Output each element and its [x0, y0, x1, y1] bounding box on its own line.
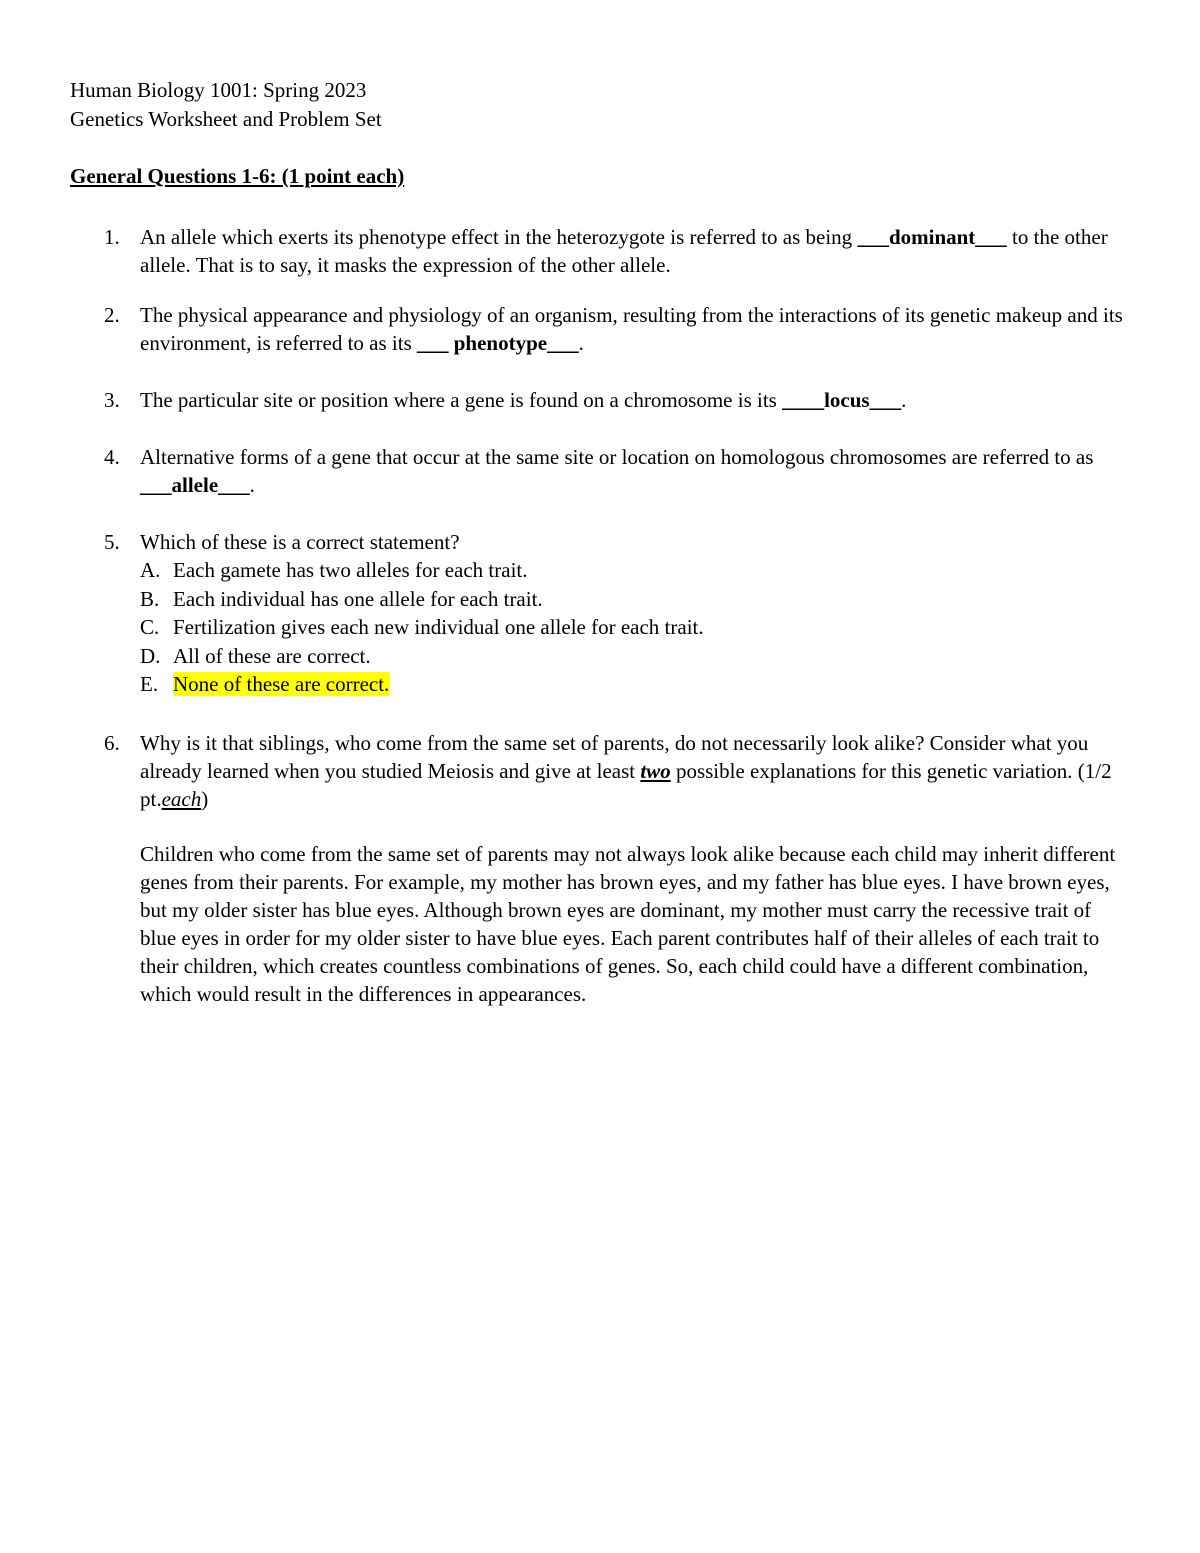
question-4 [70, 443, 1130, 499]
option-text-highlighted: None of these are correct. [173, 672, 390, 696]
question-prompt [140, 729, 1130, 813]
worksheet-page [70, 76, 1130, 1008]
question-text: An allele which exerts its phenotype effect in the heterozygote is referred to as being [140, 225, 858, 249]
question-number: 4. [104, 445, 120, 469]
question-text: Alternative forms of a gene that occur at the same site or location on homologous chromosomes are referred to as [140, 445, 1094, 469]
blank-answer: ___dominant___ [857, 225, 1007, 249]
option-letter: B. [140, 586, 160, 611]
question-number: 1. [104, 225, 120, 249]
option-c [140, 613, 1130, 642]
question-number: 5. [104, 530, 120, 554]
question-number: 2. [104, 303, 120, 327]
question-text: The physical appearance and physiology of an organism, resulting from the interactions of its genetic makeup and its environment, is referred to as its [140, 303, 1123, 355]
option-letter: A. [140, 558, 161, 582]
question-5 [70, 528, 1130, 699]
blank-answer: ___allele___ [140, 473, 250, 497]
emphasis-each: each [161, 786, 202, 811]
worksheet-title: Genetics Worksheet and Problem Set [70, 107, 382, 131]
question-text-end: . [249, 473, 255, 497]
emphasis-two: two [640, 758, 671, 783]
option-text: All of these are correct. [173, 643, 371, 668]
blank-answer: ___ phenotype___ [417, 331, 579, 355]
option-d [140, 642, 1130, 671]
option-letter: D. [140, 643, 161, 668]
question-text-end: ) [201, 786, 209, 811]
question-text: Why is it that siblings, who come from the same set of parents, do not necessarily look alike? Consider what you already learned when you studied Meiosis and give at least [140, 730, 1089, 783]
question-number: 3. [104, 388, 120, 412]
option-b [140, 585, 1130, 614]
question-number: 6. [104, 730, 120, 755]
question-text-end: to the other allele. That is to say, it masks the expression of the other allele. [140, 225, 1108, 277]
question-3 [70, 386, 1130, 414]
option-text: Each individual has one allele for each trait. [173, 586, 543, 611]
option-e [140, 670, 1130, 699]
student-answer: Children who come from the same set of parents may not always look alike because each child may inherit different genes from their parents. For example, my mother has brown eyes, and my father has blue eyes. I have brown eyes, but my older sister has blue eyes. Although brown eyes are dominant, my mother must carry the recessive trait of blue eyes in order for my older sister to have blue eyes. Each parent contributes half of their alleles of each trait to their children, which creates countless combinations of genes. So, each child could have a different combination, which would result in the differences in appearances. [140, 841, 1116, 1006]
option-a [140, 556, 1130, 585]
question-text: Which of these is a correct statement? [140, 530, 460, 554]
course-line: Human Biology 1001: Spring 2023 [70, 78, 367, 102]
option-letter: E. [140, 672, 159, 696]
option-text: Each gamete has two alleles for each trait. [173, 558, 528, 582]
question-text-end: . [578, 331, 584, 355]
question-6 [70, 729, 1130, 1008]
blank-answer: ____locus___ [782, 388, 902, 412]
question-2 [70, 301, 1130, 357]
question-text-middle: possible explanations for this genetic variation. (1/2 pt. [140, 758, 1112, 811]
option-letter: C. [140, 615, 160, 639]
answer-options [140, 556, 1130, 699]
question-1 [70, 223, 1130, 279]
question-text-end: . [901, 388, 907, 412]
option-text: Fertilization gives each new individual one allele for each trait. [173, 615, 704, 639]
section-heading: General Questions 1-6: (1 point each) [70, 164, 405, 188]
question-text: The particular site or position where a gene is found on a chromosome is its [140, 388, 783, 412]
